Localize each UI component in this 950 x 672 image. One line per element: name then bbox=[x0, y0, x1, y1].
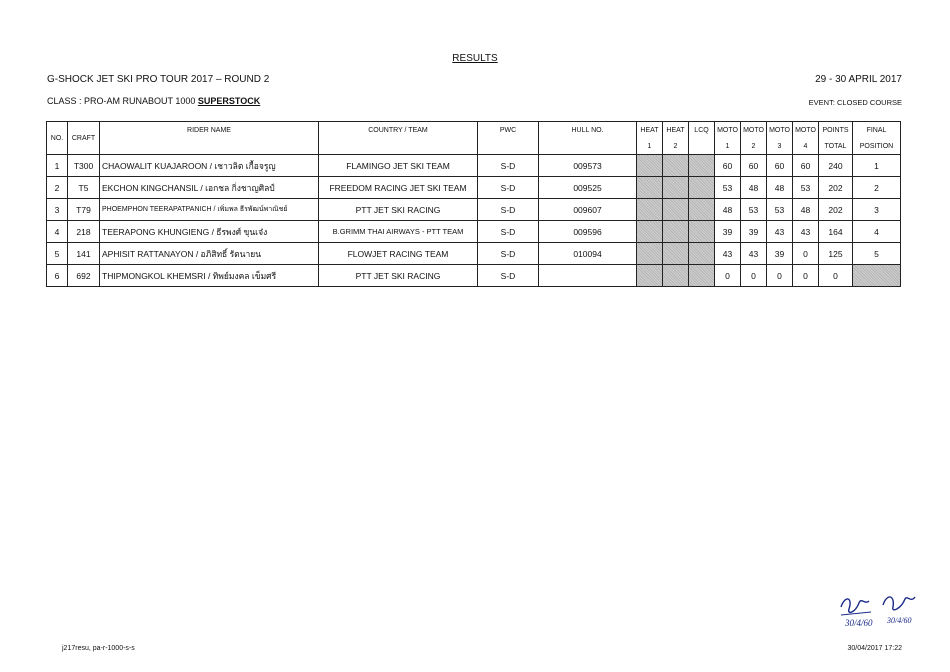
cell-moto3: 53 bbox=[767, 199, 793, 221]
sub-moto4: 4 bbox=[793, 138, 819, 155]
cell-hull: 009596 bbox=[539, 221, 637, 243]
cell-total: 202 bbox=[819, 199, 853, 221]
cell-heat1 bbox=[637, 221, 663, 243]
sub-pwc bbox=[478, 138, 539, 155]
cell-heat1 bbox=[637, 265, 663, 287]
cell-heat2 bbox=[663, 221, 689, 243]
cell-craft: T300 bbox=[68, 155, 100, 177]
cell-pwc: S-D bbox=[478, 199, 539, 221]
sub-team bbox=[319, 138, 478, 155]
cell-no: 6 bbox=[47, 265, 68, 287]
sub-heat2: 2 bbox=[663, 138, 689, 155]
cell-moto2: 53 bbox=[741, 199, 767, 221]
cell-total: 125 bbox=[819, 243, 853, 265]
event-type: EVENT: CLOSED COURSE bbox=[808, 98, 902, 107]
cell-pwc: S-D bbox=[478, 177, 539, 199]
cell-team: FLAMINGO JET SKI TEAM bbox=[319, 155, 478, 177]
sub-lcq bbox=[689, 138, 715, 155]
cell-moto1: 39 bbox=[715, 221, 741, 243]
cell-team: PTT JET SKI RACING bbox=[319, 199, 478, 221]
table-row bbox=[47, 221, 901, 243]
col-heat1: HEAT bbox=[637, 122, 663, 139]
col-points: POINTS bbox=[819, 122, 853, 139]
table-row bbox=[47, 199, 901, 221]
footer-file-ref: j217resu, pa-r-1000-s-s bbox=[62, 645, 135, 652]
cell-heat1 bbox=[637, 177, 663, 199]
cell-no: 4 bbox=[47, 221, 68, 243]
subheader-row bbox=[47, 138, 901, 155]
cell-pwc: S-D bbox=[478, 243, 539, 265]
cell-rider: TEERAPONG KHUNGIENG / ธีรพงศ์ ขุนเจ๋ง bbox=[100, 221, 319, 243]
sub-moto2: 2 bbox=[741, 138, 767, 155]
cell-moto1: 43 bbox=[715, 243, 741, 265]
cell-team: FREEDOM RACING JET SKI TEAM bbox=[319, 177, 478, 199]
cell-moto1: 48 bbox=[715, 199, 741, 221]
cell-moto1: 53 bbox=[715, 177, 741, 199]
cell-heat2 bbox=[663, 243, 689, 265]
col-heat2: HEAT bbox=[663, 122, 689, 139]
event-date: 29 - 30 APRIL 2017 bbox=[815, 74, 902, 85]
class-line bbox=[47, 96, 260, 106]
cell-moto4: 53 bbox=[793, 177, 819, 199]
col-hull: HULL NO. bbox=[539, 122, 637, 139]
cell-moto3: 48 bbox=[767, 177, 793, 199]
cell-team: B.GRIMM THAI AIRWAYS - PTT TEAM bbox=[319, 221, 478, 243]
cell-lcq bbox=[689, 155, 715, 177]
cell-moto2: 60 bbox=[741, 155, 767, 177]
cell-moto2: 43 bbox=[741, 243, 767, 265]
cell-moto4: 60 bbox=[793, 155, 819, 177]
col-craft: CRAFT bbox=[68, 122, 100, 155]
sub-moto3: 3 bbox=[767, 138, 793, 155]
cell-moto2: 39 bbox=[741, 221, 767, 243]
cell-hull: 010094 bbox=[539, 243, 637, 265]
cell-heat2 bbox=[663, 199, 689, 221]
event-title: G-SHOCK JET SKI PRO TOUR 2017 – ROUND 2 bbox=[47, 74, 270, 85]
cell-heat1 bbox=[637, 243, 663, 265]
cell-lcq bbox=[689, 265, 715, 287]
cell-rider: THIPMONGKOL KHEMSRI / ทิพย์มงคล เข็มศรี bbox=[100, 265, 319, 287]
cell-rider: CHAOWALIT KUAJAROON / เชาวลิต เกื้อจรูญ bbox=[100, 155, 319, 177]
col-no: NO. bbox=[47, 122, 68, 155]
col-moto1: MOTO bbox=[715, 122, 741, 139]
cell-craft: 692 bbox=[68, 265, 100, 287]
cell-lcq bbox=[689, 221, 715, 243]
cell-heat1 bbox=[637, 155, 663, 177]
cell-pwc: S-D bbox=[478, 155, 539, 177]
table-row bbox=[47, 177, 901, 199]
handwritten-signature bbox=[835, 585, 920, 630]
cell-total: 240 bbox=[819, 155, 853, 177]
cell-team: PTT JET SKI RACING bbox=[319, 265, 478, 287]
cell-total: 164 bbox=[819, 221, 853, 243]
header-row bbox=[47, 122, 901, 139]
cell-heat2 bbox=[663, 155, 689, 177]
cell-position: 5 bbox=[853, 243, 901, 265]
col-team: COUNTRY / TEAM bbox=[319, 122, 478, 139]
cell-no: 1 bbox=[47, 155, 68, 177]
col-final: FINAL bbox=[853, 122, 901, 139]
cell-moto3: 0 bbox=[767, 265, 793, 287]
footer-timestamp: 30/04/2017 17:22 bbox=[847, 645, 902, 652]
col-rider: RIDER NAME bbox=[100, 122, 319, 139]
cell-pwc: S-D bbox=[478, 221, 539, 243]
cell-moto3: 60 bbox=[767, 155, 793, 177]
col-moto2: MOTO bbox=[741, 122, 767, 139]
cell-moto3: 39 bbox=[767, 243, 793, 265]
sub-rider bbox=[100, 138, 319, 155]
table-row bbox=[47, 155, 901, 177]
col-moto3: MOTO bbox=[767, 122, 793, 139]
cell-moto1: 0 bbox=[715, 265, 741, 287]
col-lcq: LCQ bbox=[689, 122, 715, 139]
cell-position: 3 bbox=[853, 199, 901, 221]
sub-hull bbox=[539, 138, 637, 155]
cell-pwc: S-D bbox=[478, 265, 539, 287]
page-title: RESULTS bbox=[452, 53, 498, 64]
cell-craft: 218 bbox=[68, 221, 100, 243]
cell-heat1 bbox=[637, 199, 663, 221]
cell-no: 2 bbox=[47, 177, 68, 199]
cell-total: 0 bbox=[819, 265, 853, 287]
cell-hull: 009573 bbox=[539, 155, 637, 177]
cell-moto4: 43 bbox=[793, 221, 819, 243]
cell-no: 3 bbox=[47, 199, 68, 221]
cell-moto2: 48 bbox=[741, 177, 767, 199]
cell-moto3: 43 bbox=[767, 221, 793, 243]
results-table bbox=[46, 121, 901, 287]
cell-position: 1 bbox=[853, 155, 901, 177]
cell-moto4: 0 bbox=[793, 265, 819, 287]
cell-craft: T5 bbox=[68, 177, 100, 199]
cell-heat2 bbox=[663, 177, 689, 199]
cell-position: 4 bbox=[853, 221, 901, 243]
cell-craft: T79 bbox=[68, 199, 100, 221]
class-prefix: CLASS : PRO-AM RUNABOUT 1000 bbox=[47, 96, 198, 106]
cell-hull bbox=[539, 265, 637, 287]
cell-heat2 bbox=[663, 265, 689, 287]
cell-moto2: 0 bbox=[741, 265, 767, 287]
signature-date-1: 30/4/60 bbox=[845, 618, 873, 628]
sub-moto1: 1 bbox=[715, 138, 741, 155]
cell-position: 2 bbox=[853, 177, 901, 199]
sub-final: POSITION bbox=[853, 138, 901, 155]
table-row bbox=[47, 243, 901, 265]
cell-lcq bbox=[689, 243, 715, 265]
cell-lcq bbox=[689, 199, 715, 221]
cell-no: 5 bbox=[47, 243, 68, 265]
class-name: SUPERSTOCK bbox=[197, 96, 261, 106]
cell-hull: 009607 bbox=[539, 199, 637, 221]
cell-moto1: 60 bbox=[715, 155, 741, 177]
sub-heat1: 1 bbox=[637, 138, 663, 155]
cell-craft: 141 bbox=[68, 243, 100, 265]
cell-position bbox=[853, 265, 901, 287]
cell-team: FLOWJET RACING TEAM bbox=[319, 243, 478, 265]
cell-hull: 009525 bbox=[539, 177, 637, 199]
col-moto4: MOTO bbox=[793, 122, 819, 139]
cell-rider: PHOEMPHON TEERAPATPANICH / เพิ่มพล ธีรพัฒน์พาณิชย์ bbox=[100, 199, 319, 221]
cell-total: 202 bbox=[819, 177, 853, 199]
col-pwc: PWC bbox=[478, 122, 539, 139]
signature-date-2: 30/4/60 bbox=[887, 616, 912, 625]
sub-points: TOTAL bbox=[819, 138, 853, 155]
cell-rider: EKCHON KINGCHANSIL / เอกชล กิ่งชาญศิลป์ bbox=[100, 177, 319, 199]
cell-moto4: 48 bbox=[793, 199, 819, 221]
table-row bbox=[47, 265, 901, 287]
cell-lcq bbox=[689, 177, 715, 199]
cell-rider: APHISIT RATTANAYON / อภิสิทธิ์ รัตนายน bbox=[100, 243, 319, 265]
cell-moto4: 0 bbox=[793, 243, 819, 265]
